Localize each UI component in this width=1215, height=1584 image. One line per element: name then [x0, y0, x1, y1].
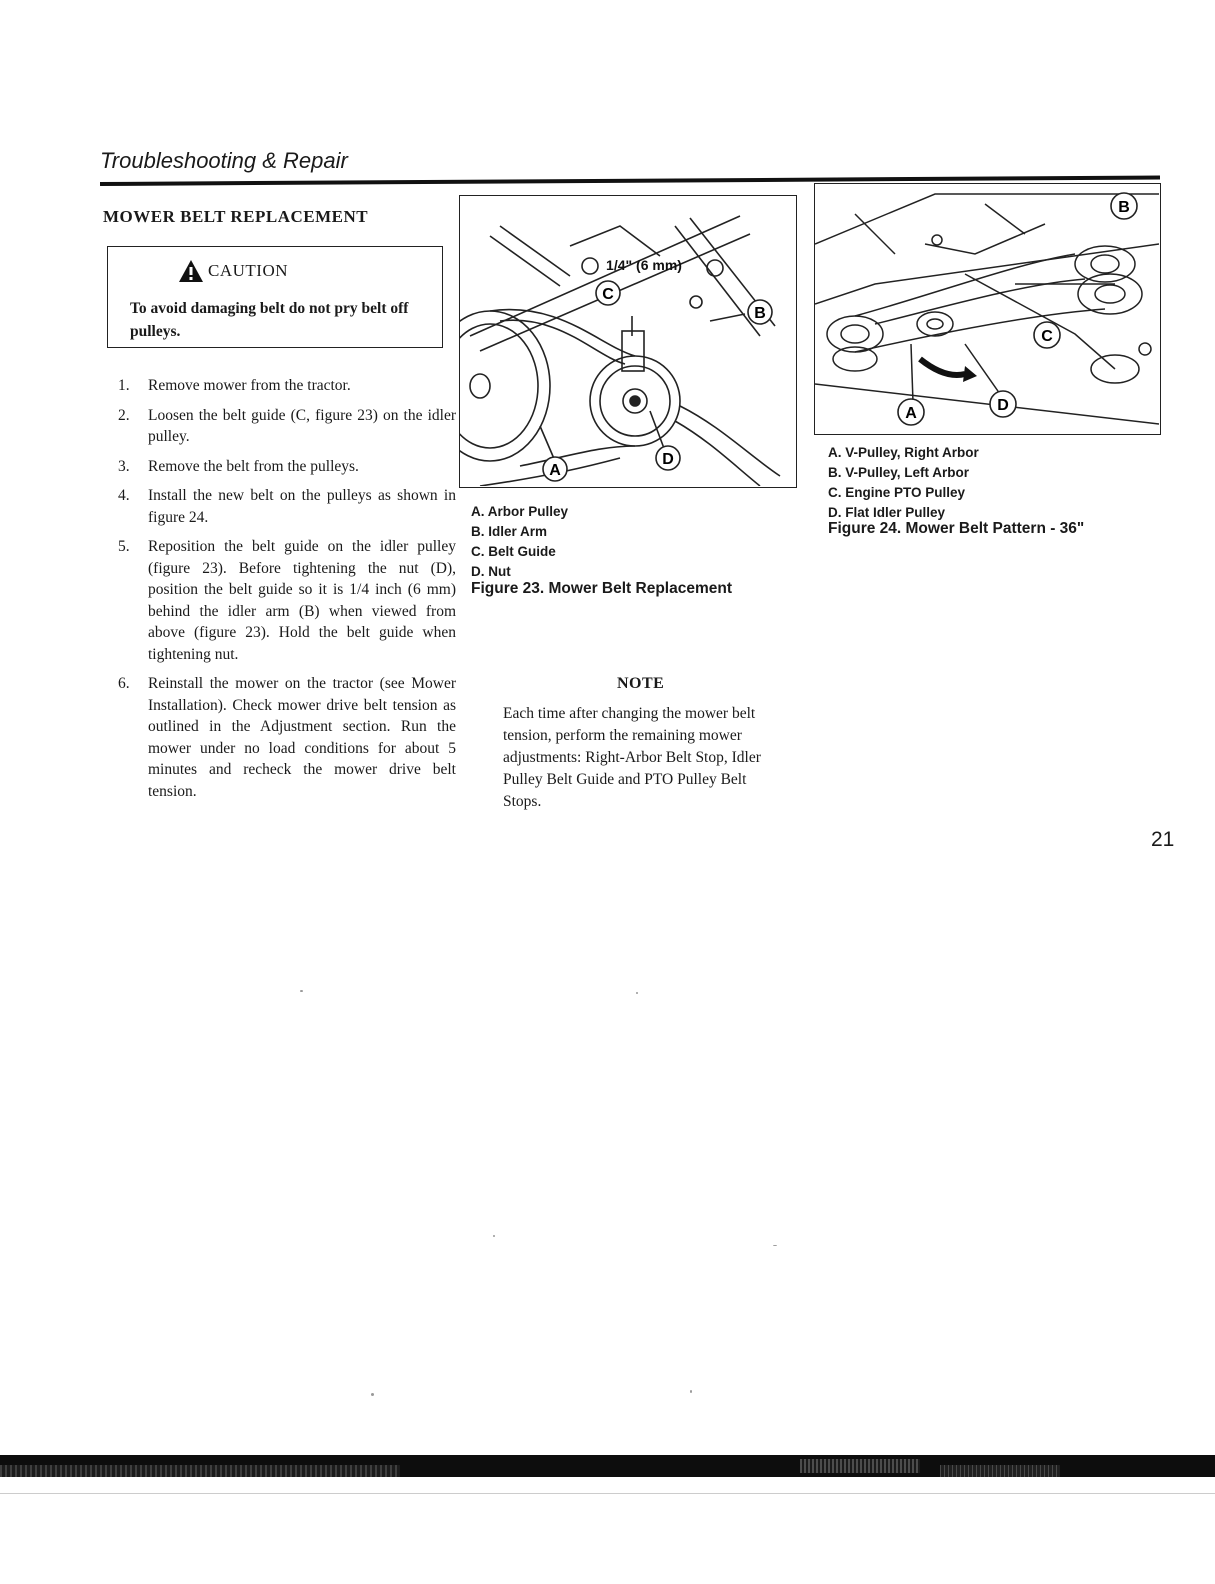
figure-23-caption: Figure 23. Mower Belt Replacement: [471, 580, 732, 597]
fig24-callout-d: D: [997, 397, 1009, 414]
fig23-dimension-label: 1/4" (6 mm): [606, 257, 682, 273]
step-item: [118, 405, 456, 448]
scan-speck: [773, 1245, 777, 1246]
fig24-callout-c: C: [1041, 328, 1053, 345]
step-number: 4.: [118, 487, 130, 504]
caution-label: CAUTION: [208, 261, 288, 280]
legend-item: A. V-Pulley, Right Arbor: [828, 445, 979, 460]
legend-item: A. Arbor Pulley: [471, 504, 569, 519]
step-number: 5.: [118, 538, 130, 555]
caution-heading: [178, 259, 288, 283]
fig23-callout-c: C: [602, 286, 614, 303]
scan-speck: [636, 992, 638, 994]
scan-speck: [371, 1393, 374, 1396]
footer-bar: [0, 1455, 1215, 1477]
footer-grain: [940, 1465, 1060, 1477]
step-item: [118, 375, 456, 397]
legend-item: B. V-Pulley, Left Arbor: [828, 465, 970, 480]
section-title: MOWER BELT REPLACEMENT: [103, 207, 369, 226]
step-text: Install the new belt on the pulleys as shown in figure 24.: [148, 487, 456, 526]
fig23-callout-d: D: [662, 451, 674, 468]
step-text: Reposition the belt guide on the idler pulley (figure 23). Before tightening the nut (D), position the belt guide so it is 1/4 inch (6 mm) behind the idler arm (B) when viewed from above (figure 23). Hold the belt guide when tightening nut.: [148, 538, 456, 663]
legend-item: B. Idler Arm: [471, 524, 548, 539]
caution-text: To avoid damaging belt do not pry belt off pulleys.: [130, 300, 409, 340]
page-header-title: Troubleshooting & Repair: [100, 148, 348, 173]
step-number: 2.: [118, 406, 130, 424]
step-text: Loosen the belt guide (C, figure 23) on the idler pulley.: [148, 406, 456, 445]
footer-line: [0, 1493, 1215, 1494]
scan-speck: [493, 1235, 495, 1237]
scan-speck: [300, 990, 303, 992]
figure-24-caption: Figure 24. Mower Belt Pattern - 36": [828, 520, 1085, 537]
step-text: Reinstall the mower on the tractor (see Mower Installation). Check mower drive belt tension as outlined in the Adjustment section. Run the mower under no load conditions for about 5 minutes and recheck the mower drive belt tension.: [148, 675, 456, 800]
legend-item: D. Nut: [471, 564, 511, 579]
steps-list: [118, 375, 456, 810]
legend-item: D. Flat Idler Pulley: [828, 505, 946, 520]
note-text: Each time after changing the mower belt tension, perform the remaining mower adjustments: Right-Arbor Belt Stop, Idler Pulley Belt Guide and PTO Pulley Belt Stops.: [503, 705, 761, 810]
figure-23-drawing: [460, 196, 795, 486]
figure-23-legend: [471, 502, 568, 582]
warning-triangle-icon: [178, 259, 204, 283]
footer-grain: [0, 1465, 400, 1477]
step-item: [118, 673, 456, 802]
fig23-callout-b: B: [754, 305, 766, 322]
figure-24-drawing: [815, 184, 1159, 433]
note-title: NOTE: [617, 675, 665, 692]
legend-item: C. Belt Guide: [471, 544, 556, 559]
footer-grain: [800, 1459, 920, 1473]
step-text: Remove the belt from the pulleys.: [148, 457, 359, 475]
step-item: [118, 456, 456, 478]
step-number: 1.: [118, 377, 130, 394]
step-item: [118, 536, 456, 665]
step-number: 3.: [118, 457, 130, 475]
caution-box: [107, 246, 443, 348]
fig24-callout-b: B: [1118, 199, 1130, 216]
figure-24-legend: [828, 443, 979, 523]
figure-23-illustration: [459, 195, 797, 488]
fig24-callout-a: A: [905, 405, 917, 422]
scan-speck: [690, 1390, 692, 1393]
step-item: [118, 485, 456, 528]
figure-24-illustration: [814, 183, 1161, 435]
fig23-callout-a: A: [549, 462, 561, 479]
legend-item: C. Engine PTO Pulley: [828, 485, 966, 500]
step-number: 6.: [118, 675, 130, 692]
page-number: 21: [1151, 828, 1175, 851]
step-text: Remove mower from the tractor.: [148, 377, 351, 394]
